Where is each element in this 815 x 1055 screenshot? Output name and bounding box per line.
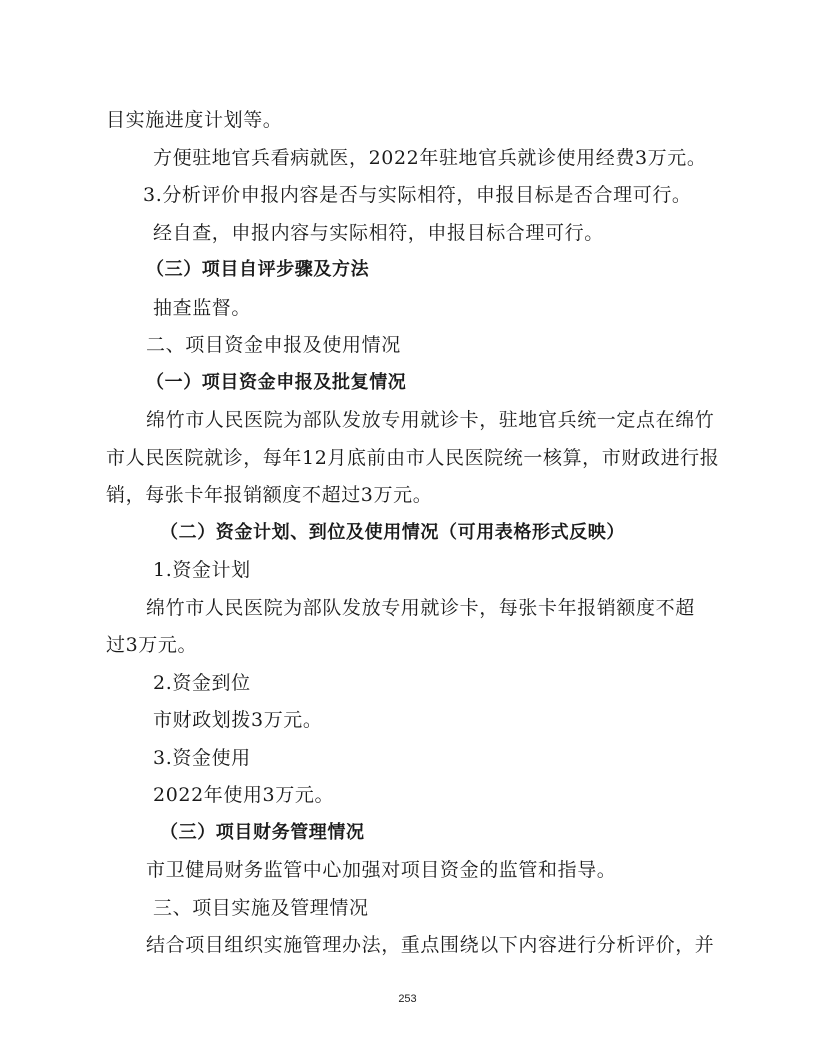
paragraph-line: 销，每张卡年报销额度不超过3万元。	[106, 484, 433, 506]
section-heading: （三）项目财务管理情况	[160, 822, 365, 843]
page-number: 253	[398, 993, 417, 1005]
paragraph-line: 2022年使用3万元。	[153, 784, 335, 806]
paragraph-line: 市卫健局财务监管中心加强对项目资金的监管和指导。	[146, 859, 617, 881]
paragraph-line: 3.分析评价申报内容是否与实际相符，申报目标是否合理可行。	[143, 184, 692, 206]
section-heading: （一）项目资金申报及批复情况	[146, 372, 407, 393]
paragraph-line: 过3万元。	[106, 634, 198, 656]
paragraph-line: 1.资金计划	[153, 559, 251, 581]
section-heading: （二）资金计划、到位及使用情况（可用表格形式反映）	[160, 522, 625, 543]
paragraph-line: 3.资金使用	[153, 747, 251, 769]
section-heading: （三）项目自评步骤及方法	[146, 259, 370, 280]
section-heading: 二、项目资金申报及使用情况	[146, 334, 401, 356]
paragraph-line: 经自查，申报内容与实际相符，申报目标合理可行。	[153, 222, 604, 244]
paragraph-line: 方便驻地官兵看病就医，2022年驻地官兵就诊使用经费3万元。	[153, 147, 707, 169]
paragraph-line: 绵竹市人民医院为部队发放专用就诊卡，驻地官兵统一定点在绵竹	[146, 409, 715, 431]
paragraph-line: 目实施进度计划等。	[106, 109, 283, 131]
paragraph-line: 抽查监督。	[153, 297, 252, 319]
section-heading: 三、项目实施及管理情况	[153, 897, 369, 919]
paragraph-line: 市财政划拨3万元。	[153, 709, 323, 731]
paragraph-line: 2.资金到位	[153, 672, 251, 694]
paragraph-line: 市人民医院就诊，每年12月底前由市人民医院统一核算，市财政进行报	[106, 447, 720, 469]
paragraph-line: 绵竹市人民医院为部队发放专用就诊卡，每张卡年报销额度不超	[146, 597, 695, 619]
paragraph-line: 结合项目组织实施管理办法，重点围绕以下内容进行分析评价，并	[146, 934, 715, 956]
